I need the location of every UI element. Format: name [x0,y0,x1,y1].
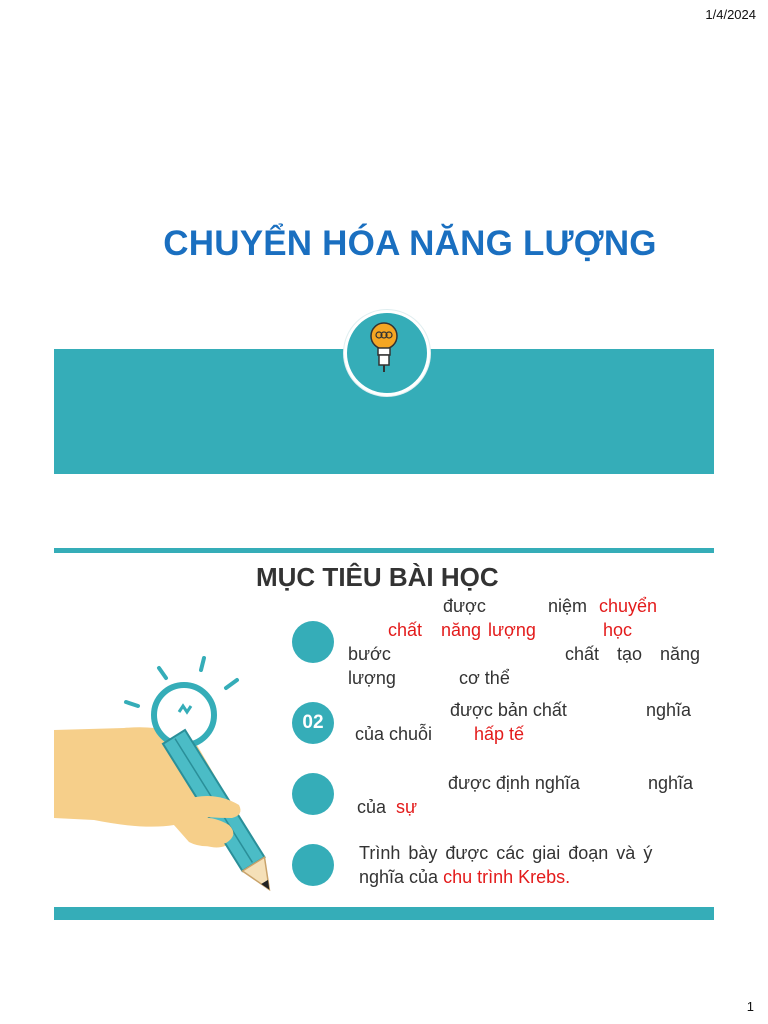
obj1-word: bước [348,644,391,664]
obj1-word: năng [660,644,701,664]
obj4-highlight: chu trình Krebs. [443,867,571,887]
obj1-highlight: lượng [488,620,536,640]
objective-number-3 [292,773,334,815]
slide2-top-line [54,548,714,553]
obj2-highlight: hấp tế [474,724,525,744]
obj2-word: được bản chất [450,700,567,720]
obj3-highlight: sự [396,797,418,817]
obj1-highlight: chuyển [599,596,658,616]
obj3-word: được định nghĩa [448,773,580,793]
obj4-line2 [359,865,570,889]
obj1-highlight: học [603,620,633,640]
obj1-highlight: năng [441,620,482,640]
obj1-word: niệm [548,596,588,616]
page-number: 1 [746,999,754,1014]
slide1-title: CHUYỂN HÓA NĂNG LƯỢNG [163,224,657,263]
obj1-word: được [443,596,486,616]
objective-number-4 [292,844,334,886]
obj3-word: nghĩa [648,773,694,793]
obj1-highlight: chất [388,620,423,640]
obj1-word: lượng [348,668,396,688]
obj1-word: tạo [617,644,643,664]
obj1-word: chất [565,644,600,664]
slide2-bottom-bar [54,907,714,920]
hand-pencil-illustration [54,650,294,900]
obj4-line2-prefix: nghĩa của [359,867,444,887]
obj3-word: của [357,797,387,817]
date-stamp: 1/4/2024 [705,7,756,22]
objective-number-1 [292,621,334,663]
obj1-word: cơ thể [459,668,510,688]
slide2-title: MỤC TIÊU BÀI HỌC [256,562,499,592]
objective-number-2: 02 [292,702,334,744]
lightbulb-badge [344,310,430,396]
lightbulb-icon [344,310,424,390]
obj2-word: của chuỗi [355,724,433,744]
obj2-word: nghĩa [646,700,692,720]
obj4-line1: Trình bày được các giai đoạn và ý [359,843,653,863]
